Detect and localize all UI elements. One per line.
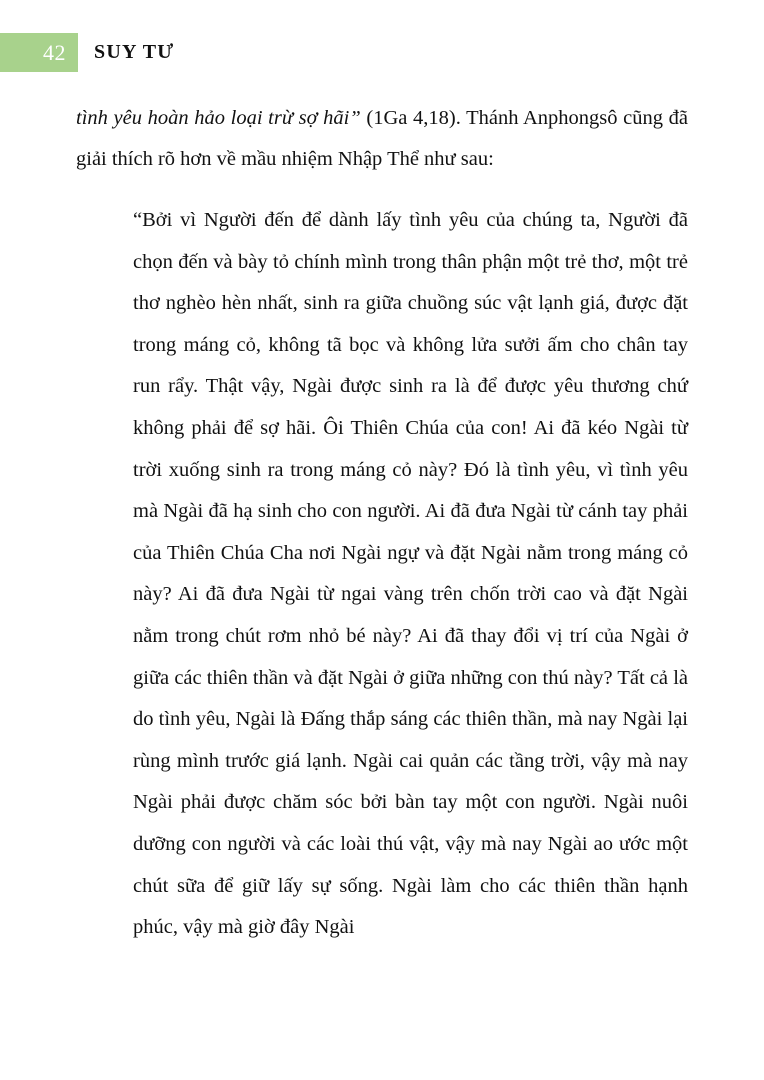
scripture-quote-italic: tình yêu hoàn hảo loại trừ sợ hãi”: [76, 107, 361, 129]
intro-paragraph: [76, 98, 688, 180]
block-quotation: [133, 200, 688, 949]
page-number: 42: [43, 39, 66, 65]
block-quotation-text: “Bởi vì Người đến để dành lấy tình yêu của chúng ta, Người đã chọn đến và bày tỏ chính mình trong thân phận một trẻ thơ, một trẻ thơ nghèo hèn nhất, sinh ra giữa chuồng súc vật lạnh giá, được đặt trong máng cỏ, không tã bọc và không lửa sưởi ấm cho chân tay run rẩy. Thật vậy, Ngài được sinh ra là để được yêu thương chứ không phải để sợ hãi. Ôi Thiên Chúa của con! Ai đã kéo Ngài từ trời xuống sinh ra trong máng cỏ này? Đó là tình yêu, vì tình yêu mà Ngài đã hạ sinh cho con người. Ai đã đưa Ngài từ cánh tay phải của Thiên Chúa Cha nơi Ngài ngự và đặt Ngài nằm trong máng cỏ này? Ai đã đưa Ngài từ ngai vàng trên chốn trời cao và đặt Ngài nằm trong chút rơm nhỏ bé này? Ai đã thay đổi vị trí của Ngài ở giữa các thiên thần và đặt Ngài ở giữa những con thú này? Tất cả là do tình yêu, Ngài là Đấng thắp sáng các thiên thần, mà nay Ngài lại rùng mình trước giá lạnh. Ngài cai quản các tầng trời, vậy mà nay Ngài phải được chăm sóc bởi bàn tay một con người. Ngài nuôi dưỡng con người và các loài thú vật, vậy mà nay Ngài ao ước một chút sữa để giữ lấy sự sống. Ngài làm cho các thiên thần hạnh phúc, vậy mà giờ đây Ngài: [133, 209, 688, 939]
running-head-title: SUY TƯ: [94, 41, 175, 63]
running-head: [0, 33, 764, 72]
page-content: [76, 98, 688, 949]
intro-paragraph-rest: (1Ga 4,18). Thánh Anphongsô cũng đã giải thích rõ hơn về mầu nhiệm Nhập Thể như sau:: [76, 107, 689, 170]
page-number-block: [0, 33, 78, 72]
